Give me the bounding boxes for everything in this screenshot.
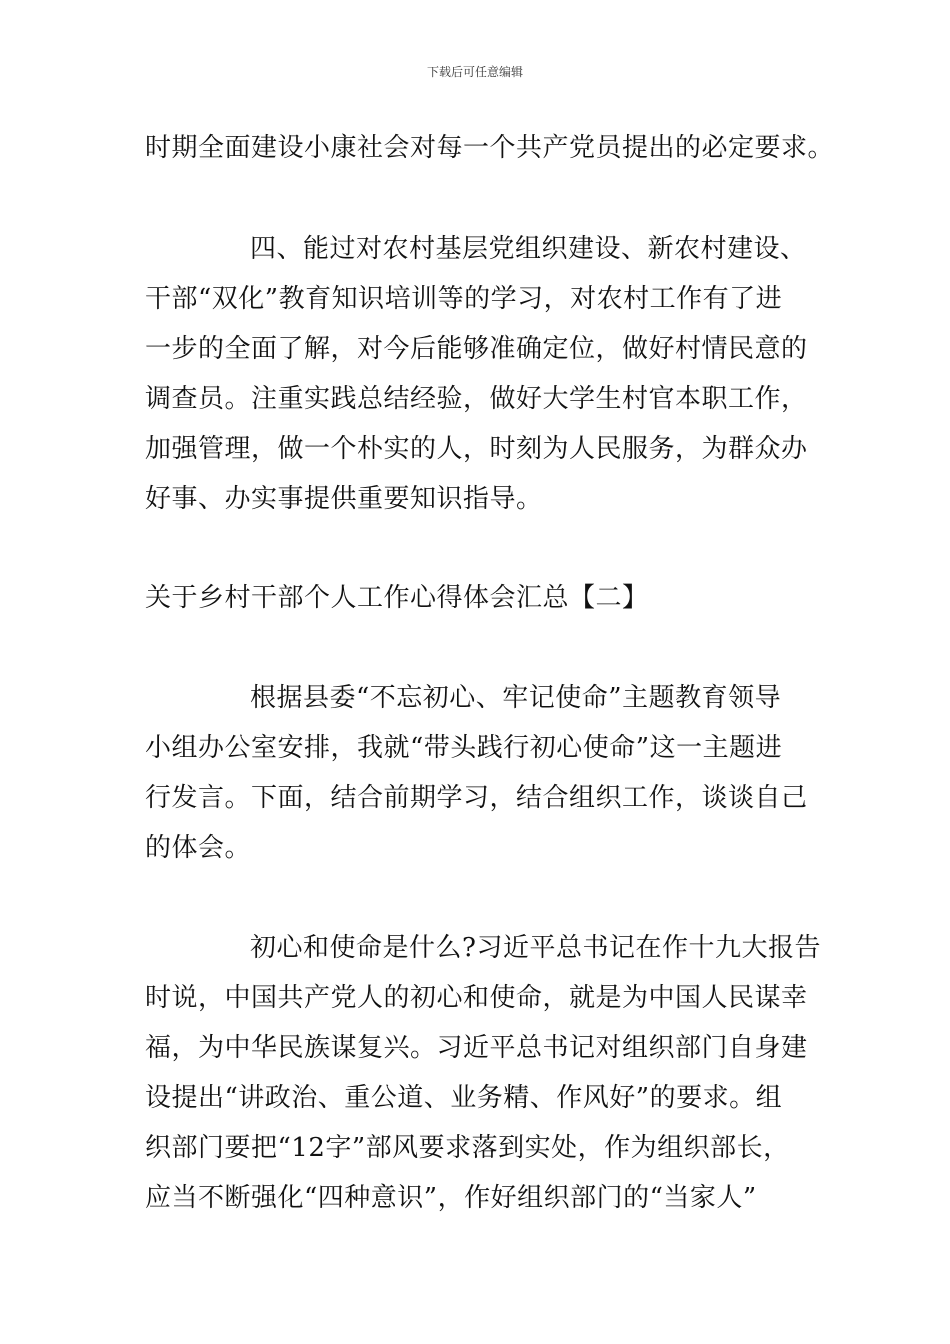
body-line: 织部门要把“12字”部风要求落到实处，作为组织部长， bbox=[145, 1133, 790, 1163]
body-line: 时说，中国共产党人的初心和使命，就是为中国人民谋幸 bbox=[145, 983, 808, 1013]
paragraph-start-line: 四、能过对农村基层党组织建设、新农村建设、 bbox=[250, 234, 807, 264]
body-line: 时期全面建设小康社会对每一个共产党员提出的必定要求。 bbox=[145, 133, 835, 163]
body-line: 设提出“讲政治、重公道、业务精、作风好”的要求。组 bbox=[145, 1083, 783, 1113]
body-line: 调查员。注重实践总结经验，做好大学生村官本职工作， bbox=[145, 384, 808, 414]
body-line: 行发言。下面，结合前期学习，结合组织工作，谈谈自己 bbox=[145, 783, 808, 813]
body-line: 好事、办实事提供重要知识指导。 bbox=[145, 484, 543, 514]
paragraph-start-line: 根据县委“不忘初心、牢记使命”主题教育领导 bbox=[250, 683, 782, 713]
body-line: 干部“双化”教育知识培训等的学习，对农村工作有了进 bbox=[145, 284, 783, 314]
body-line: 一步的全面了解，对今后能够准确定位，做好村情民意的 bbox=[145, 334, 808, 364]
body-line: 的体会。 bbox=[145, 833, 252, 863]
body-line: 福，为中华民族谋复兴。习近平总书记对组织部门自身建 bbox=[145, 1033, 808, 1063]
body-line: 加强管理，做一个朴实的人，时刻为人民服务，为群众办 bbox=[145, 434, 808, 464]
section-heading: 关于乡村干部个人工作心得体会汇总【二】 bbox=[145, 583, 649, 613]
paragraph-start-line: 初心和使命是什么?习近平总书记在作十九大报告 bbox=[250, 933, 821, 963]
page-header: 下载后可任意编辑 bbox=[426, 65, 523, 79]
body-line: 应当不断强化“四种意识”，作好组织部门的“当家人” bbox=[145, 1183, 757, 1213]
body-line: 小组办公室安排，我就“带头践行初心使命”这一主题进 bbox=[145, 733, 783, 763]
